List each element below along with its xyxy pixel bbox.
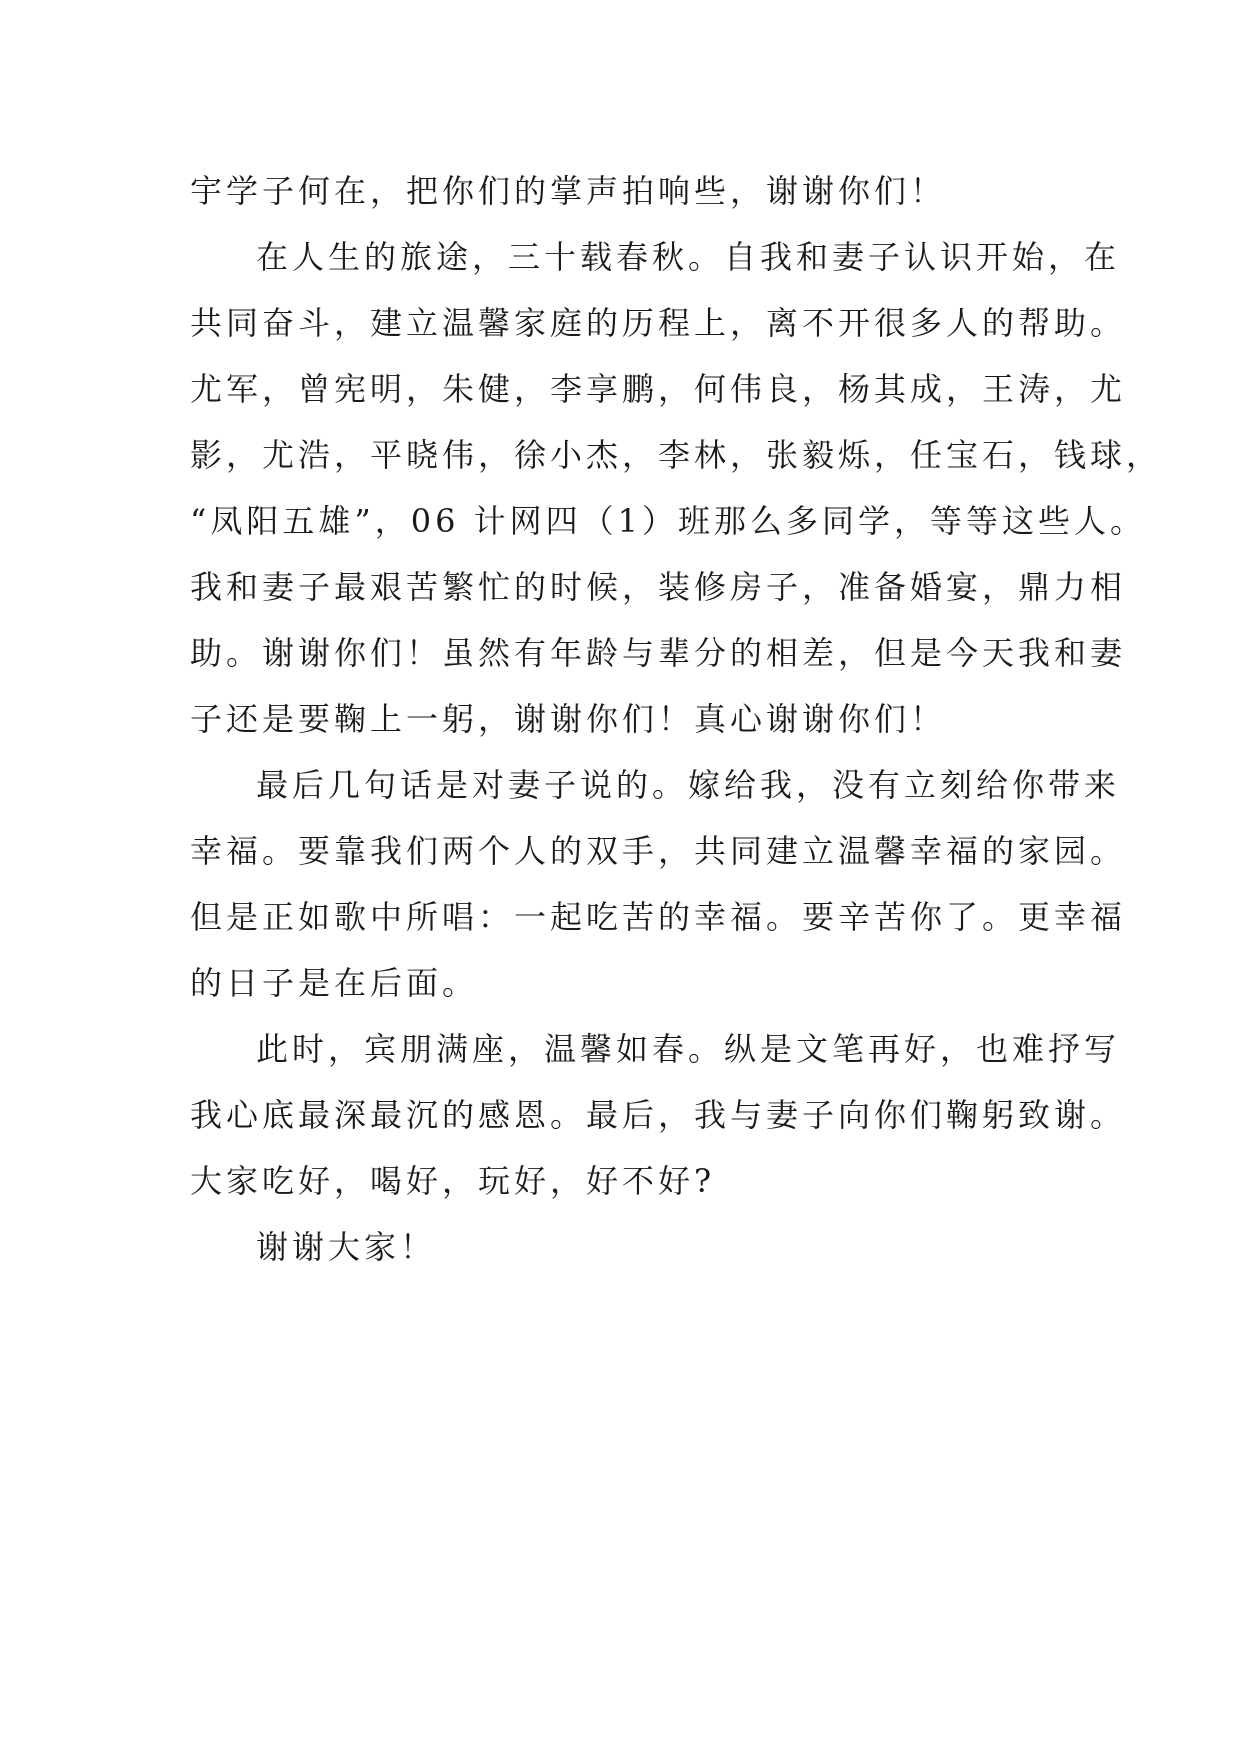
text-line: 尤军，曾宪明，朱健，李享鹏，何伟良，杨其成，王涛，尤 [190,370,1127,408]
closing-line: 谢谢大家！ [256,1228,437,1266]
text-line: 影，尤浩，平晓伟，徐小杰，李林，张毅烁，任宝石，钱球， [190,436,1163,474]
text-line: 宇学子何在，把你们的掌声拍响些，谢谢你们！ [190,172,947,210]
text-line: “凤阳五雄”，06 计网四（1）班那么多同学，等等这些人。 [190,502,1146,540]
paragraph-start-line: 在人生的旅途，三十载春秋。自我和妻子认识开始，在 [256,238,1121,276]
text-line: 共同奋斗，建立温馨家庭的历程上，离不开很多人的帮助。 [190,304,1127,342]
text-line: 但是正如歌中所唱：一起吃苦的幸福。要辛苦你了。更幸福 [190,898,1127,936]
text-line: 助。谢谢你们！虽然有年龄与辈分的相差，但是今天我和妻 [190,634,1127,672]
paragraph-start-line: 此时，宾朋满座，温馨如春。纵是文笔再好，也难抒写 [256,1030,1121,1068]
text-line: 我和妻子最艰苦繁忙的时候，装修房子，准备婚宴，鼎力相 [190,568,1127,606]
text-line: 大家吃好，喝好，玩好，好不好? [190,1162,716,1200]
paragraph-start-line: 最后几句话是对妻子说的。嫁给我，没有立刻给你带来 [256,766,1121,804]
text-line: 幸福。要靠我们两个人的双手，共同建立温馨幸福的家园。 [190,832,1127,870]
text-line: 子还是要鞠上一躬，谢谢你们！真心谢谢你们！ [190,700,947,738]
document-body [190,158,1163,1280]
text-line: 的日子是在后面。 [190,964,479,1002]
text-line: 我心底最深最沉的感恩。最后，我与妻子向你们鞠躬致谢。 [190,1096,1127,1134]
